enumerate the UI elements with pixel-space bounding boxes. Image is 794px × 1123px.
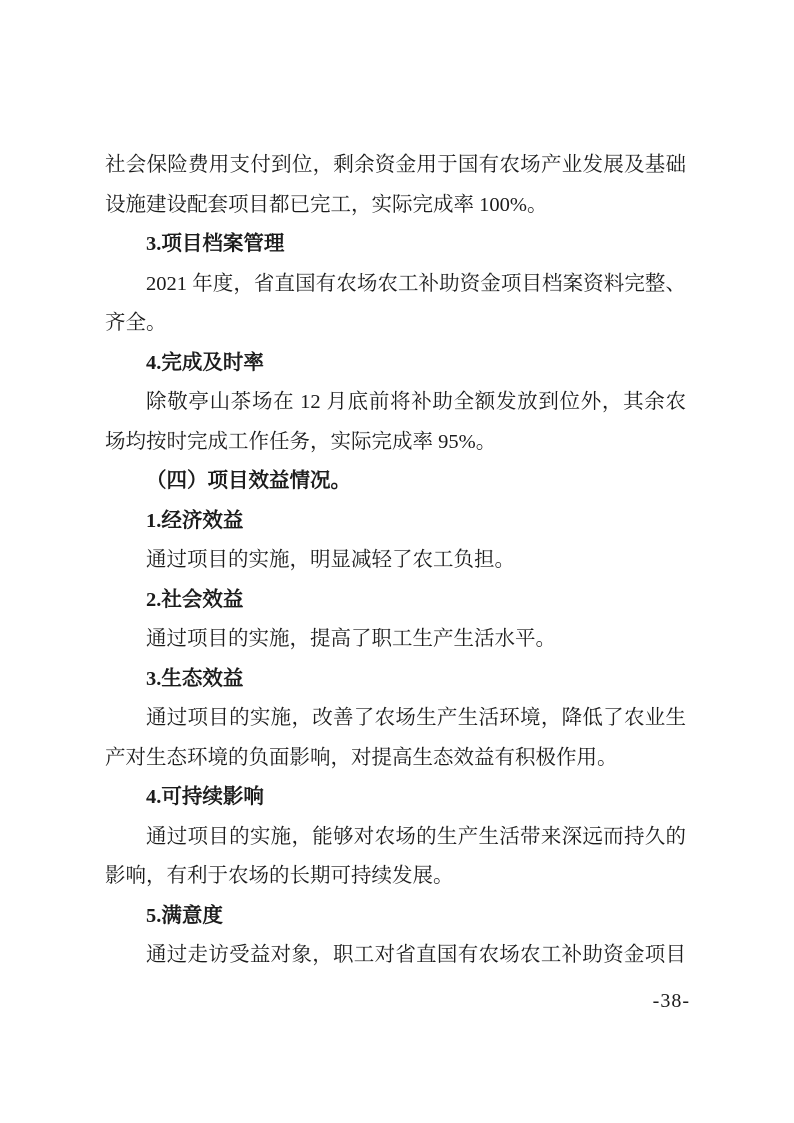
paragraph-line: 场均按时完成工作任务，实际完成率 95%。: [105, 430, 497, 453]
paragraph-line: 通过项目的实施，改善了农场生产生活环境，降低了农业生: [146, 707, 686, 729]
section-heading: 2.社会效益: [146, 588, 244, 611]
paragraph-line: 通过项目的实施，明显减轻了农工负担。: [146, 549, 515, 571]
paragraph-line: 除敬亭山茶场在 12 月底前将补助全额发放到位外，其余农: [146, 391, 686, 413]
paragraph-line: 通过项目的实施，提高了职工生产生活水平。: [146, 628, 556, 650]
paragraph-line: 通过项目的实施，能够对农场的生产生活带来深远而持久的: [146, 825, 686, 848]
paragraph-line: 设施建设配套项目都已完工，实际完成率 100%。: [105, 193, 548, 216]
page-number: -38-: [652, 990, 690, 1012]
paragraph-line: 2021 年度，省直国有农场农工补助资金项目档案资料完整、: [146, 272, 686, 295]
section-heading: 1.经济效益: [146, 509, 244, 532]
section-heading: 3.项目档案管理: [146, 233, 285, 255]
document-body: [105, 146, 686, 976]
paragraph-line: 齐全。: [105, 312, 167, 334]
paragraph-line: 影响，有利于农场的长期可持续发展。: [105, 865, 454, 887]
section-heading: 4.可持续影响: [146, 786, 264, 808]
section-heading: （四）项目效益情况。: [146, 470, 351, 492]
section-heading: 3.生态效益: [146, 667, 244, 690]
section-heading: 4.完成及时率: [146, 351, 264, 374]
paragraph-line: 社会保险费用支付到位，剩余资金用于国有农场产业发展及基础: [105, 154, 686, 176]
section-heading: 5.满意度: [146, 904, 223, 927]
paragraph-line: 产对生态环境的负面影响，对提高生态效益有积极作用。: [105, 746, 618, 769]
paragraph-line: 通过走访受益对象，职工对省直国有农场农工补助资金项目: [146, 944, 686, 966]
